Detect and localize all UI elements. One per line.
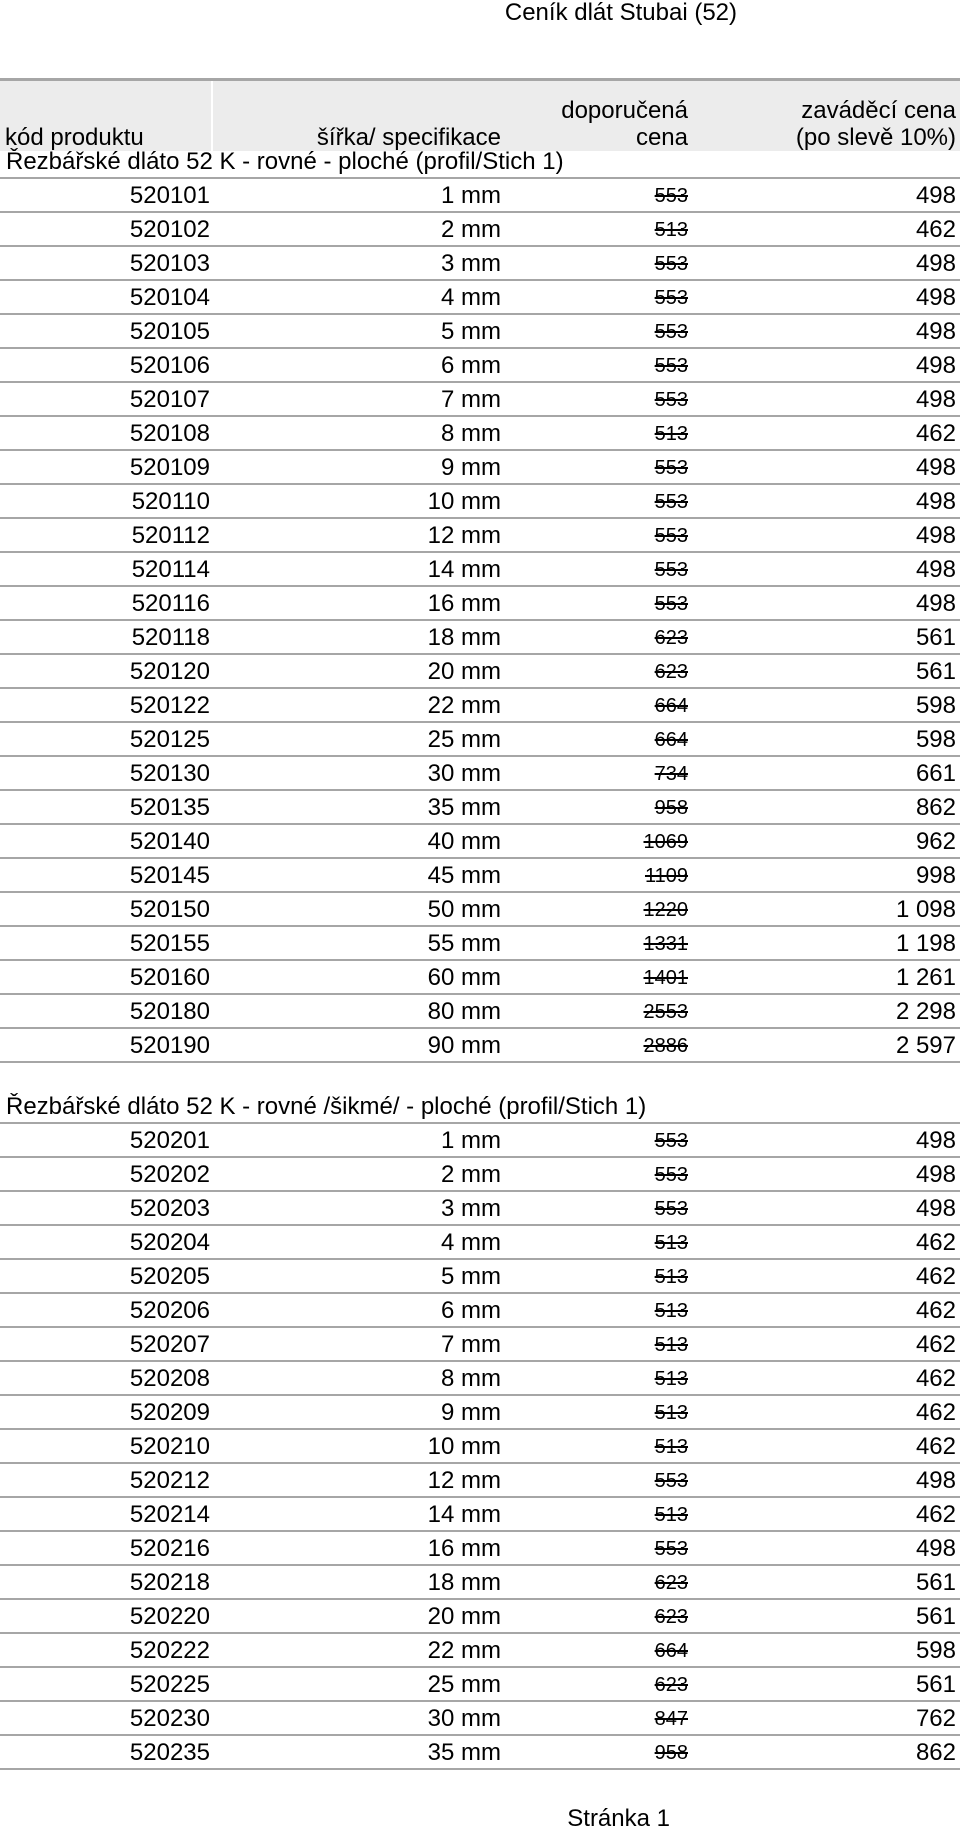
intro-price: 498 (915, 182, 956, 209)
width-spec: 2 mm (441, 216, 501, 243)
table-row (0, 1498, 960, 1532)
width-spec: 25 mm (427, 726, 501, 753)
width-spec: 3 mm (441, 250, 501, 277)
width-spec: 80 mm (427, 998, 501, 1025)
width-spec: 40 mm (427, 828, 501, 855)
width-spec: 16 mm (427, 590, 501, 617)
intro-price: 561 (915, 1603, 956, 1630)
product-code: 520122 (129, 692, 210, 719)
recommended-price: 513 (654, 1334, 688, 1356)
intro-price: 1 198 (895, 930, 956, 957)
header-recommended-line1: doporučená (561, 97, 688, 124)
table-row (0, 621, 960, 655)
width-spec: 18 mm (427, 1569, 501, 1596)
product-code: 520190 (129, 1032, 210, 1059)
width-spec: 18 mm (427, 624, 501, 651)
table-row (0, 1634, 960, 1668)
table-row (0, 1124, 960, 1158)
recommended-price: 553 (654, 491, 688, 513)
product-code: 520102 (129, 216, 210, 243)
table-row (0, 349, 960, 383)
intro-price: 462 (915, 1501, 956, 1528)
table-row (0, 281, 960, 315)
table-row (0, 1532, 960, 1566)
recommended-price: 2886 (643, 1035, 688, 1057)
product-code: 520105 (129, 318, 210, 345)
intro-price: 498 (915, 522, 956, 549)
table-row (0, 1702, 960, 1736)
table-row (0, 1430, 960, 1464)
recommended-price: 513 (654, 423, 688, 445)
width-spec: 1 mm (441, 1127, 501, 1154)
recommended-price: 623 (654, 1606, 688, 1628)
product-code: 520145 (129, 862, 210, 889)
table-row (0, 1260, 960, 1294)
intro-price: 462 (915, 420, 956, 447)
intro-price: 862 (915, 794, 956, 821)
table-row (0, 451, 960, 485)
table-row (0, 859, 960, 893)
width-spec: 22 mm (427, 692, 501, 719)
intro-price: 1 261 (895, 964, 956, 991)
intro-price: 762 (915, 1705, 956, 1732)
product-code: 520116 (131, 590, 210, 617)
product-code: 520235 (129, 1739, 210, 1766)
product-code: 520103 (129, 250, 210, 277)
width-spec: 5 mm (441, 1263, 501, 1290)
width-spec: 16 mm (427, 1535, 501, 1562)
width-spec: 30 mm (427, 760, 501, 787)
table-row (0, 1192, 960, 1226)
document-title: Ceník dlát Stubai (52) (504, 0, 737, 26)
table-row (0, 1362, 960, 1396)
intro-price: 498 (915, 318, 956, 345)
product-code: 520140 (129, 828, 210, 855)
product-code: 520209 (129, 1399, 210, 1426)
width-spec: 6 mm (441, 1297, 501, 1324)
header-width-spec: šířka/ specifikace (316, 124, 501, 151)
product-code: 520106 (129, 352, 210, 379)
page-footer: Stránka 1 (567, 1805, 670, 1832)
recommended-price: 553 (654, 321, 688, 343)
header-divider (211, 81, 213, 151)
table-row (0, 893, 960, 927)
width-spec: 50 mm (427, 896, 501, 923)
width-spec: 12 mm (427, 522, 501, 549)
intro-price: 561 (915, 624, 956, 651)
table-row (0, 553, 960, 587)
product-code: 520225 (129, 1671, 210, 1698)
table-row (0, 1328, 960, 1362)
table-row (0, 825, 960, 859)
table-row (0, 757, 960, 791)
intro-price: 462 (915, 1433, 956, 1460)
recommended-price: 734 (654, 763, 688, 785)
width-spec: 10 mm (427, 1433, 501, 1460)
table-row (0, 1294, 960, 1328)
width-spec: 7 mm (441, 386, 501, 413)
intro-price: 498 (915, 250, 956, 277)
recommended-price: 553 (654, 355, 688, 377)
table-row (0, 1158, 960, 1192)
table-row (0, 587, 960, 621)
product-code: 520203 (129, 1195, 210, 1222)
recommended-price: 553 (654, 525, 688, 547)
width-spec: 3 mm (441, 1195, 501, 1222)
product-code: 520125 (129, 726, 210, 753)
width-spec: 60 mm (427, 964, 501, 991)
product-code: 520109 (129, 454, 210, 481)
recommended-price: 553 (654, 287, 688, 309)
intro-price: 462 (915, 1263, 956, 1290)
product-code: 520210 (129, 1433, 210, 1460)
recommended-price: 847 (654, 1708, 688, 1730)
recommended-price: 1109 (644, 865, 688, 887)
recommended-price: 623 (654, 1572, 688, 1594)
intro-price: 498 (915, 488, 956, 515)
table-row (0, 315, 960, 349)
table-row (0, 927, 960, 961)
recommended-price: 553 (654, 1130, 688, 1152)
table-header (0, 78, 960, 151)
recommended-price: 553 (654, 1198, 688, 1220)
width-spec: 35 mm (427, 794, 501, 821)
recommended-price: 623 (654, 1674, 688, 1696)
product-code: 520204 (129, 1229, 210, 1256)
width-spec: 20 mm (427, 1603, 501, 1630)
intro-price: 462 (915, 1399, 956, 1426)
recommended-price: 553 (654, 389, 688, 411)
width-spec: 8 mm (441, 1365, 501, 1392)
product-code: 520108 (129, 420, 210, 447)
recommended-price: 513 (654, 219, 688, 241)
intro-price: 462 (915, 1331, 956, 1358)
intro-price: 462 (915, 1229, 956, 1256)
product-code: 520101 (129, 182, 210, 209)
table-row (0, 1600, 960, 1634)
intro-price: 2 597 (895, 1032, 956, 1059)
table-row (0, 1226, 960, 1260)
recommended-price: 553 (654, 1164, 688, 1186)
recommended-price: 1220 (643, 899, 688, 921)
recommended-price: 958 (654, 797, 688, 819)
header-intro-price (796, 97, 956, 151)
width-spec: 12 mm (427, 1467, 501, 1494)
product-code: 520130 (129, 760, 210, 787)
intro-price: 498 (915, 1127, 956, 1154)
intro-price: 462 (915, 1365, 956, 1392)
width-spec: 4 mm (441, 284, 501, 311)
table-row (0, 213, 960, 247)
table-row (0, 655, 960, 689)
intro-price: 598 (915, 692, 956, 719)
product-code: 520150 (129, 896, 210, 923)
width-spec: 10 mm (427, 488, 501, 515)
intro-price: 462 (915, 1297, 956, 1324)
product-code: 520202 (129, 1161, 210, 1188)
width-spec: 9 mm (441, 454, 501, 481)
recommended-price: 513 (654, 1402, 688, 1424)
recommended-price: 553 (654, 185, 688, 207)
recommended-price: 553 (654, 457, 688, 479)
header-intro-line2: (po slevě 10%) (795, 124, 956, 151)
table-row (0, 791, 960, 825)
recommended-price: 513 (654, 1300, 688, 1322)
width-spec: 2 mm (441, 1161, 501, 1188)
product-code: 520212 (129, 1467, 210, 1494)
width-spec: 22 mm (427, 1637, 501, 1664)
product-code: 520207 (129, 1331, 210, 1358)
intro-price: 498 (915, 556, 956, 583)
product-code: 520220 (129, 1603, 210, 1630)
section-title: Řezbářské dláto 52 K - rovné - ploché (profil/Stich 1) (6, 148, 564, 175)
width-spec: 1 mm (441, 182, 501, 209)
product-code: 520155 (129, 930, 210, 957)
table-row (0, 1668, 960, 1702)
table-row (0, 1464, 960, 1498)
width-spec: 20 mm (427, 658, 501, 685)
header-recommended-line2: cena (635, 124, 688, 151)
table-row (0, 1029, 960, 1063)
header-recommended-price (561, 97, 688, 151)
product-code: 520230 (129, 1705, 210, 1732)
product-code: 520120 (129, 658, 210, 685)
recommended-price: 513 (654, 1436, 688, 1458)
table-row (0, 961, 960, 995)
product-code: 520107 (129, 386, 210, 413)
section-title: Řezbářské dláto 52 K - rovné /šikmé/ - ploché (profil/Stich 1) (6, 1093, 647, 1120)
intro-price: 498 (915, 1195, 956, 1222)
product-code: 520118 (131, 624, 210, 651)
intro-price: 498 (915, 590, 956, 617)
recommended-price: 553 (654, 1538, 688, 1560)
intro-price: 998 (915, 862, 956, 889)
table-row (0, 1566, 960, 1600)
recommended-price: 2553 (643, 1001, 688, 1023)
intro-price: 498 (915, 284, 956, 311)
width-spec: 9 mm (441, 1399, 501, 1426)
width-spec: 7 mm (441, 1331, 501, 1358)
product-code: 520104 (129, 284, 210, 311)
recommended-price: 513 (654, 1368, 688, 1390)
recommended-price: 553 (654, 253, 688, 275)
width-spec: 30 mm (427, 1705, 501, 1732)
product-code: 520110 (131, 488, 210, 515)
intro-price: 498 (915, 1535, 956, 1562)
recommended-price: 553 (654, 593, 688, 615)
product-code: 520205 (129, 1263, 210, 1290)
table-row (0, 417, 960, 451)
table-row (0, 383, 960, 417)
intro-price: 2 298 (895, 998, 956, 1025)
width-spec: 25 mm (427, 1671, 501, 1698)
table-row (0, 995, 960, 1029)
recommended-price: 513 (654, 1504, 688, 1526)
table-row (0, 1396, 960, 1430)
width-spec: 55 mm (427, 930, 501, 957)
recommended-price: 553 (654, 559, 688, 581)
width-spec: 14 mm (427, 1501, 501, 1528)
recommended-price: 664 (654, 695, 688, 717)
product-code: 520114 (131, 556, 210, 583)
table-row (0, 689, 960, 723)
intro-price: 498 (915, 352, 956, 379)
product-code: 520214 (129, 1501, 210, 1528)
intro-price: 462 (915, 216, 956, 243)
product-code: 520216 (129, 1535, 210, 1562)
intro-price: 561 (915, 658, 956, 685)
recommended-price: 664 (654, 1640, 688, 1662)
product-code: 520206 (129, 1297, 210, 1324)
intro-price: 862 (915, 1739, 956, 1766)
recommended-price: 513 (654, 1266, 688, 1288)
recommended-price: 553 (654, 1470, 688, 1492)
recommended-price: 958 (654, 1742, 688, 1764)
intro-price: 498 (915, 386, 956, 413)
width-spec: 5 mm (441, 318, 501, 345)
intro-price: 661 (915, 760, 956, 787)
product-code: 520218 (129, 1569, 210, 1596)
intro-price: 498 (915, 1161, 956, 1188)
product-code: 520180 (129, 998, 210, 1025)
recommended-price: 623 (654, 627, 688, 649)
header-intro-line1: zaváděcí cena (801, 97, 956, 124)
table-row (0, 723, 960, 757)
width-spec: 90 mm (427, 1032, 501, 1059)
product-code: 520135 (129, 794, 210, 821)
intro-price: 598 (915, 1637, 956, 1664)
intro-price: 561 (915, 1569, 956, 1596)
width-spec: 45 mm (427, 862, 501, 889)
width-spec: 6 mm (441, 352, 501, 379)
width-spec: 4 mm (441, 1229, 501, 1256)
intro-price: 598 (915, 726, 956, 753)
table-row (0, 519, 960, 553)
recommended-price: 623 (654, 661, 688, 683)
table-row (0, 247, 960, 281)
intro-price: 561 (915, 1671, 956, 1698)
recommended-price: 1401 (643, 967, 688, 989)
product-code: 520112 (131, 522, 210, 549)
product-code: 520222 (129, 1637, 210, 1664)
intro-price: 962 (915, 828, 956, 855)
table-row (0, 1736, 960, 1770)
intro-price: 1 098 (895, 896, 956, 923)
table-row (0, 179, 960, 213)
product-code: 520201 (129, 1127, 210, 1154)
table-row (0, 485, 960, 519)
width-spec: 35 mm (427, 1739, 501, 1766)
recommended-price: 513 (654, 1232, 688, 1254)
intro-price: 498 (915, 1467, 956, 1494)
product-code: 520160 (129, 964, 210, 991)
product-code: 520208 (129, 1365, 210, 1392)
recommended-price: 664 (654, 729, 688, 751)
recommended-price: 1069 (643, 831, 688, 853)
width-spec: 8 mm (441, 420, 501, 447)
recommended-price: 1331 (643, 933, 688, 955)
width-spec: 14 mm (427, 556, 501, 583)
intro-price: 498 (915, 454, 956, 481)
header-product-code: kód produktu (5, 124, 144, 151)
